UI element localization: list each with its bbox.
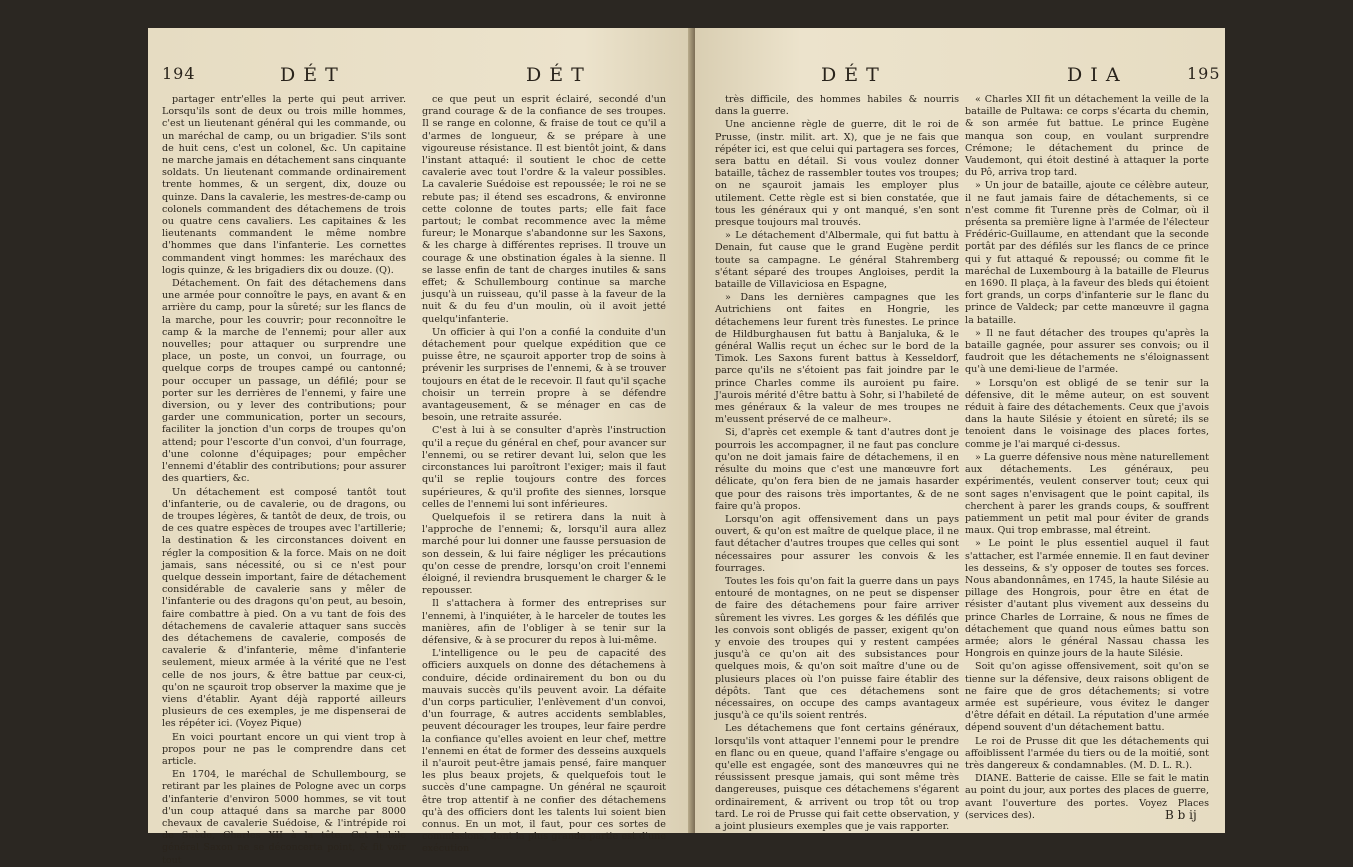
paragraph: » Dans les dernières campagnes que les Autrichiens ont faites en Hongrie, les détachemens leur furent très funestes. Le prince de Hildburghausen fut battu à Banjaluka, & le général Wallis reçut un échec sur le bord de la Timok. Les Saxons furent battus à Kesseldorf, parce qu'ils ne s'étoient pas fait joindre par le prince Charles comme ils auroient pu faire. J'aurois mérité d'être battu à Sohr, si l'habileté de mes généraux & la valeur de mes troupes ne m'eussent préservé de ce malheur». [715,292,959,426]
paragraph: » La guerre défensive nous mène naturellement aux détachements. Les généraux, peu expérimentés, veulent conserver tout; ceux qui sont sages n'envisagent que le point capital, ils cherchent à parer les grands coups, & souffrent patiemment un petit mal pour éviter de grands maux. Qui trop embrasse, mal étreint. [965,451,1209,537]
paragraph: DIANE. Batterie de caisse. Elle se fait le matin au point du jour, aux portes des places de guerre, avant l'ouverture des portes. Voyez Places (services des). [965,773,1209,821]
paragraph: Un officier à qui l'on a confié la conduite d'un détachement pour quelque expédition que ce puisse être, ne sçauroit apporter trop de soins à prévenir les surprises de l'ennemi, & à se trouver toujours en état de le recevoir. Il faut qu'il sçache choisir un terrein propre à se défendre avantageusement, & se ménager en cas de besoin, une retraite assurée. [422,326,666,424]
paragraph: partager entr'elles la perte qui peut arriver. Lorsqu'ils sont de deux ou trois mille hommes, c'est un lieutenant général qui les commande, ou un maréchal de camp, ou un brigadier. S'ils sont de huit cens, c'est un colonel, &c. Un capitaine ne marche jamais en détachement sans cinquante soldats. Un lieutenant commande ordinairement trente hommes, & un sergent, dix, douze ou quinze. Dans la cavalerie, les mestres-de-camp ou colonels commandent des détachemens de trois ou quatre cens cavaliers. Les capitaines & les lieutenants commandent le même nombre d'hommes que dans l'infanterie. Les cornettes commandent vingt hommes: les maréchaux des logis quinze, & les brigadiers dix ou douze. (Q). [162,94,406,276]
paragraph: L'intelligence ou le peu de capacité des officiers auxquels on donne des détachemens à conduire, décide ordinairement du bon ou du mauvais succès qu'ils peuvent avoir. La défaite d'un corps particulier, l'enlèvement d'un convoi, d'un fourrage, & autres accidents semblables, peuvent décourager les troupes, leur faire perdre la confiance qu'elles avoient en leur chef, mettre l'ennemi en état de former des desseins auxquels il n'auroit peut-être jamais pensé, faire manquer les plus beaux projets, & quelquefois tout le succès d'une campagne. Un général ne sçauroit être trop attentif à ne confier des détachemens qu'à des officiers dont les talents lui soient bien connus. En un mot, il faut, pour ces sortes de commissions, dont la plus grande partie est d'une exécution [422,648,666,855]
paragraph: très difficile, des hommes habiles & nourris dans la guerre. [715,94,959,118]
paragraph: Une ancienne règle de guerre, dit le roi de Prusse, (instr. milit. art. X), que je ne fais que répéter ici, est que celui qui partagera ses forces, sera battu en détail. Si vous voulez donner bataille, tâchez de rassembler toutes vos troupes; on ne sçauroit jamais les employer plus utilement. Cette règle est si bien constatée, que tous les généraux qui y ont manqué, s'en sont presque toujours mal trouvés. [715,119,959,229]
running-head: D I A [1067,64,1121,86]
page-number-left: 194 [162,64,196,83]
paragraph: Les détachemens que font certains généraux, lorsqu'ils vont attaquer l'ennemi pour le prendre en flanc ou en queue, quand l'affaire s'engage ou qu'elle est engagée, sont des manœuvres qui ne réussissent presque jamais, qui sont même très dangereuses, puisque ces détachemens s'égarent ordinairement, & arrivent ou trop tôt ou trop tard. Le roi de Prusse qui fait cette observation, y a joint plusieurs exemples que je vais rapporter. [715,723,959,832]
running-head: D É T [526,64,585,86]
text-column-2 [422,94,666,855]
running-head: D É T [280,64,339,86]
right-page [695,28,1225,833]
paragraph: En 1704, le maréchal de Schullembourg, se retirant par les plaines de Pologne avec un corps d'infanterie d'environ 5000 hommes, se vit tout d'un coup attaqué dans sa marche par 8000 chevaux de cavalerie Suédoise, & l'intrépide roi de Suède, Charles XII à la tête. Cet habile général Saxon ne se déconcerta point, & fit voir tout [162,769,406,866]
paragraph: Le roi de Prusse dit que les détachements qui affoiblissent l'armée du tiers ou de la moitié, sont très dangereux & condamnables. (M. D. L. R.). [965,735,1209,771]
running-head: D É T [821,64,880,86]
text-column-2 [965,94,1209,824]
paragraph: Si, d'après cet exemple & tant d'autres dont je pourrois les accompagner, il ne faut pas conclure qu'on ne doit jamais faire de détachemens, il en résulte du moins que c'est une manœuvre fort délicate, qu'on fera bien de ne jamais hasarder que pour des raisons très importantes, & de ne faire qu'à propos. [715,427,959,512]
paragraph: Lorsqu'on agit offensivement dans un pays ouvert, & qu'on est maître de quelque place, il ne faut détacher d'autres troupes que celles qui sont nécessaires pour assurer les convois & les fourrages. [715,513,959,574]
paragraph: » Un jour de bataille, ajoute ce célèbre auteur, il ne faut jamais faire de détachements, si ce n'est comme fit Turenne près de Colmar, où il présenta sa première ligne à l'armée de l'électeur Frédéric-Guillaume, en attendant que la seconde portât par des défilés sur les flancs de ce prince qui y fut attaqué & repoussé; ou comme fit le maréchal de Luxembourg à la bataille de Fleurus en 1690. Il plaça, à la faveur des bleds qui étoient fort grands, un corps d'infanterie sur le flanc du prince de Valdeck; par cette manœuvre il gagna la bataille. [965,180,1209,326]
paragraph: Il s'attachera à former des entreprises sur l'ennemi, à l'inquiéter, à le harceler de toutes les manières, afin de l'obliger à se tenir sur la défensive, & à se procurer du repos à lui-même. [422,598,666,646]
paragraph: » Le point le plus essentiel auquel il faut s'attacher, est l'armée ennemie. Il en faut deviner les desseins, & s'y opposer de toutes ses forces. Nous abandonnâmes, en 1745, la haute Silésie au pillage des Hongrois, pour être en état de résister d'autant plus vivement aux desseins du prince Charles de Lorraine, & nous ne fîmes de détachement que quand nous eûmes battu son armée; alors le général Nassau chassa les Hongrois en quinze jours de la haute Silésie. [965,538,1209,660]
paragraph: « Charles XII fit un détachement la veille de la bataille de Pultawa: ce corps s'écarta du chemin, & son armée fut battue. Le prince Eugène manqua son coup, en voulant surprendre Crémone; le détachement du prince de Vaudemont, qui étoit destiné à attaquer la porte du Pô, arriva trop tard. [965,94,1209,179]
paragraph: ce que peut un esprit éclairé, secondé d'un grand courage & de la confiance de ses troupes. Il se range en colonne, & fraise de tout ce qu'il a d'armes de longueur, & se prépare à une vigoureuse résistance. Il est bientôt joint, & dans l'instant attaqué: il soutient le choc de cette cavalerie avec tout l'ordre & la valeur possibles. La cavalerie Suédoise est repoussée; le roi ne se rebute pas; il étend ses escadrons, & environne cette colonne de toutes parts; elle fait face partout; le combat recommence avec la même fureur; le Monarque s'abandonne sur les Saxons, & les charge à différentes reprises. Il trouve un courage & une obstination égales à la sienne. Il se lasse enfin de tant de charges inutiles & sans effet; & Schullembourg continue sa marche jusqu'à un ruisseau, qu'il passe à la faveur de la nuit & du feu d'un moulin, où il avoit jetté quelqu'infanterie. [422,94,666,325]
signature-mark: B b ij [1165,808,1197,822]
paragraph: Quelquefois il se retirera dans la nuit à l'approche de l'ennemi; &, lorsqu'il aura allez marché pour lui donner une fausse persuasion de son dessein, & lui faire négliger les précautions qu'on cesse de prendre, lorsqu'on croit l'ennemi éloigné, il reviendra brusquement le charger & le repousser. [422,511,666,597]
page-number-right: 195 [1187,64,1221,83]
paragraph: Détachement. On fait des détachemens dans une armée pour connoître le pays, en avant & en arrière du camp, pour la sûreté; sur les flancs de la marche, pour les couvrir; pour reconnoître le camp & la marche de l'ennemi; pour aller aux nouvelles; pour attaquer ou surprendre une place, un poste, un convoi, un fourrage, ou quelque corps de troupes campé ou cantonné; pour occuper un passage, un défilé; pour se porter sur les derrières de l'ennemi, y faire une diversion, ou y lever des contributions; pour garder une communication, porter un secours, faciliter la jonction d'un corps de troupes qu'on attend; pour l'escorte d'un convoi, d'un fourrage, d'une colonne d'équipages; pour empêcher l'ennemi d'établir des contributions; pour assurer des quartiers, &c. [162,278,406,485]
left-page [148,28,693,866]
paragraph: En voici pourtant encore un qui vient trop à propos pour ne pas le comprendre dans cet article. [162,731,406,767]
text-column-1 [715,94,959,832]
paragraph: Soit qu'on agisse offensivement, soit qu'on se tienne sur la défensive, deux raisons obligent de ne faire que de gros détachements; si votre armée est supérieure, vous évitez le danger d'être défait en détail. La réputation d'une armée dépend souvent d'un détachement battu. [965,661,1209,734]
paragraph: C'est à lui à se consulter d'après l'instruction qu'il a reçue du général en chef, pour avancer sur l'ennemi, ou se retirer devant lui, selon que les circonstances lui paroîtront l'exiger; mais il faut qu'il se replie toujours contre des forces supérieures, & qu'il profite des siennes, lorsque celles de l'ennemi lui sont inférieures. [422,425,666,510]
paragraph: » Le détachement d'Albermale, qui fut battu à Denain, fut cause que le grand Eugène perdit toute sa campagne. Le général Stahremberg s'étant séparé des troupes Angloises, perdit la bataille de Villaviciosa en Espagne, [715,230,959,291]
paragraph: Toutes les fois qu'on fait la guerre dans un pays entouré de montagnes, on ne peut se dispenser de faire des détachemens pour faire arriver sûrement les vivres. Les gorges & les défilés que les convois sont obligés de passer, exigent qu'on y envoie des troupes qui y restent campées jusqu'à ce qu'on ait des subsistances pour quelques mois, & qu'on soit maître d'une ou de plusieurs places où l'on puisse faire établir des dépôts. Tant que ces détachemens sont nécessaires, on occupe des camps avantageux jusqu'à ce qu'ils soient rentrés. [715,575,959,722]
text-column-1 [162,94,406,866]
paragraph: » Il ne faut détacher des troupes qu'après la bataille gagnée, pour assurer ses convois; ou il faudroit que les détachements ne s'éloignassent qu'à une demi-lieue de l'armée. [965,327,1209,376]
paragraph: Un détachement est composé tantôt tout d'infanterie, ou de cavalerie, ou de dragons, ou de troupes légères, & tantôt de deux, de trois, ou de ces quatre espèces de troupes avec l'artillerie; la destination & les circonstances doivent en régler la composition & la force. Mais on ne doit jamais, sans nécessité, ou si ce n'est pour quelque dessein important, faire de détachement considérable de cavalerie sans y mêler de l'infanterie ou des dragons qu'on peut, au besoin, faire combattre à pied. On a vu tant de fois des détachemens de cavalerie attaquer sans succès des détachemens de cavalerie, composés de cavalerie & d'infanterie, même d'infanterie seulement, mieux armée à la vérité que ne l'est celle de nos jours, & être battue par ceux-ci, qu'on ne sçauroit trop observer la maxime que je viens d'établir. Ayant déjà rapporté ailleurs plusieurs de ces exemples, je me dispenserai de les répéter ici. (Voyez Pique) [162,486,406,730]
paragraph: » Lorsqu'on est obligé de se tenir sur la défensive, dit le même auteur, on est souvent réduit à faire des détachements. Ceux que j'avois dans la haute Silésie y étoient en sûreté; ils se tenoient dans le voisinage des places fortes, comme je l'ai marqué ci-dessus. [965,377,1209,450]
